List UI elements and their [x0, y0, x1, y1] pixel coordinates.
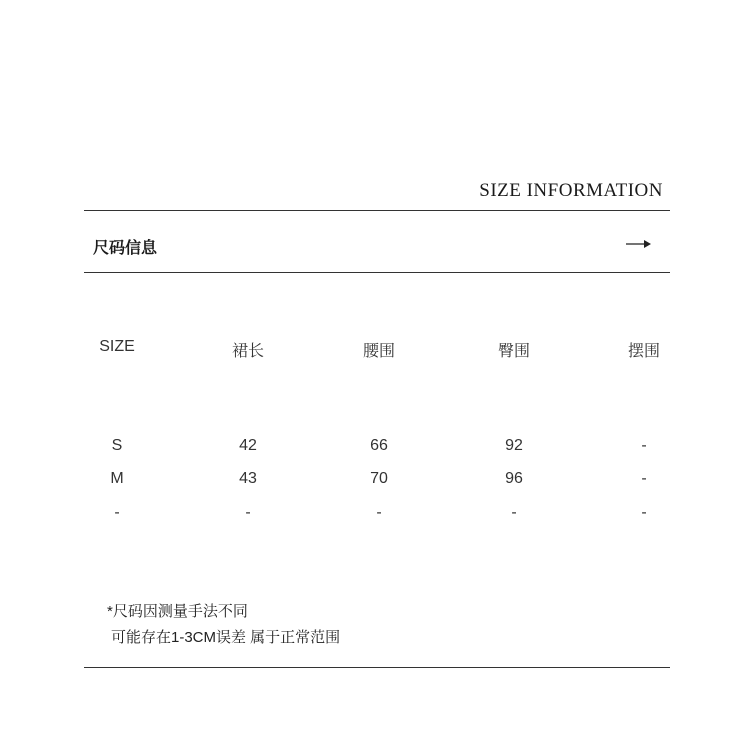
top-divider — [84, 210, 670, 211]
table-cell: 43 — [239, 470, 257, 487]
bottom-divider — [84, 667, 670, 668]
column-header: 臀围 — [497, 343, 530, 360]
column-header: SIZE — [99, 338, 135, 355]
section-title: 尺码信息 — [93, 240, 158, 257]
note-line-2: 可能存在1-3CM误差 属于正常范围 — [111, 629, 341, 646]
table-cell: 92 — [505, 437, 523, 454]
column-header: 裙长 — [231, 343, 264, 360]
table-cell: - — [641, 504, 647, 521]
column-header: 腰围 — [362, 343, 395, 360]
table-cell: 42 — [239, 437, 257, 454]
table-cell: - — [641, 470, 647, 487]
table-cell: 70 — [370, 470, 388, 487]
table-cell: 96 — [505, 470, 523, 487]
table-cell: - — [114, 504, 120, 521]
table-cell: S — [111, 437, 123, 454]
note-line-1: *尺码因测量手法不同 — [107, 603, 248, 620]
table-cell: M — [110, 470, 124, 487]
table-cell: - — [376, 504, 382, 521]
column-header: 摆围 — [627, 343, 660, 360]
table-cell: - — [511, 504, 517, 521]
table-cell: - — [245, 504, 251, 521]
section-divider — [84, 272, 670, 273]
table-cell: - — [641, 437, 647, 454]
table-cell: 66 — [370, 437, 388, 454]
size-information-heading: SIZE INFORMATION — [479, 180, 663, 201]
right-arrow-icon — [626, 238, 652, 250]
